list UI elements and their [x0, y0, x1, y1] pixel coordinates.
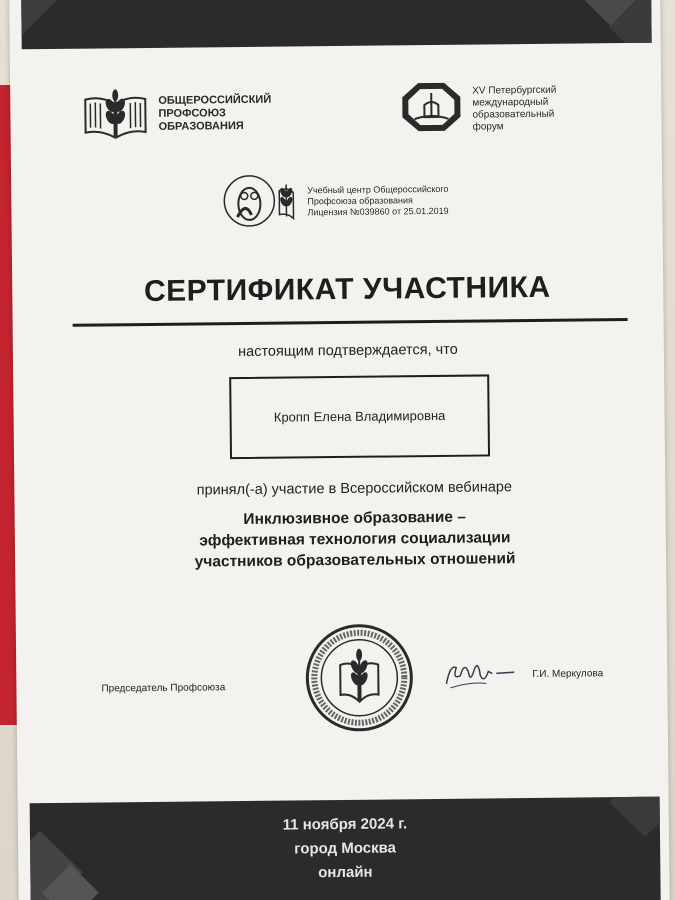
book-wheat-logo-icon — [80, 87, 151, 146]
forum-name: XV Петербургский международный образовательный форум — [472, 84, 557, 133]
training-center-logo — [223, 170, 306, 236]
certificate-title: СЕРТИФИКАТ УЧАСТНИКА — [143, 270, 551, 309]
event-format: онлайн — [318, 863, 373, 882]
confirm-text: настоящим подтверждается, что — [238, 341, 458, 361]
event-date: 11 ноября 2024 г. — [282, 815, 408, 834]
forum-logo — [400, 81, 463, 139]
event-city: город Москва — [294, 839, 397, 858]
signer-name: Г.И. Меркулова — [532, 668, 604, 680]
band-decor-shape — [21, 0, 63, 36]
chair-label: Председатель Профсоюза — [101, 682, 226, 695]
signature — [440, 653, 520, 699]
forum-octagon-logo-icon — [400, 81, 463, 134]
certificate-sheet — [9, 0, 670, 900]
round-seal — [304, 622, 415, 738]
handwritten-signature-icon — [440, 653, 520, 694]
webinar-topic: Инклюзивное образование – эффективная технология социализации участников образовательных отношений — [194, 508, 516, 571]
title-underline — [73, 318, 628, 327]
participant-name: Кропп Елена Владимировна — [273, 407, 446, 425]
union-logo — [80, 87, 151, 151]
round-seal-icon — [304, 622, 415, 733]
participant-name-box — [229, 374, 490, 459]
event-details — [30, 810, 661, 889]
union-name: ОБЩЕРОССИЙСКИЙ ПРОФСОЮЗ ОБРАЗОВАНИЯ — [158, 93, 272, 133]
accepted-text: принял(-а) участие в Всероссийском вебинаре — [196, 479, 513, 499]
training-center-text: Учебный центр Общероссийского Профсоюза образования Лицензия №039860 от 25.01.2019 — [307, 183, 449, 218]
top-decorative-band — [21, 0, 652, 49]
owl-book-logo-icon — [223, 170, 306, 231]
